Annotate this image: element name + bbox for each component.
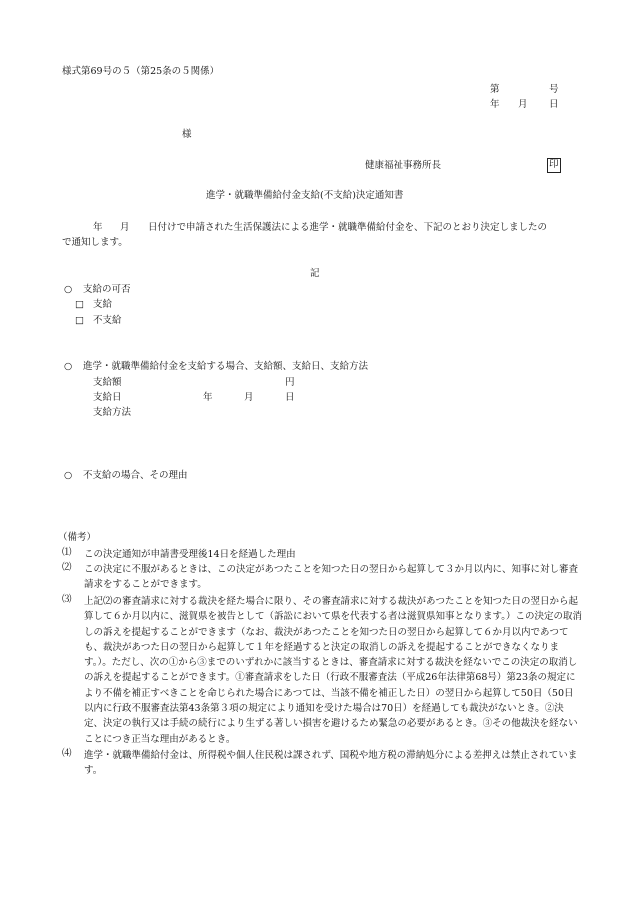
remarks-heading: （備考）: [58, 532, 97, 543]
option-nopay-label: 不支給: [93, 315, 122, 326]
issuer-office: 健康福祉事務所長: [365, 160, 442, 171]
intro-line-2: で通知します。: [62, 237, 128, 248]
document-title: 進学・就職準備給付金支給(不支給)決定通知書: [206, 190, 404, 201]
remark-item-2: [62, 562, 582, 593]
pay-date-day: 日: [285, 392, 295, 403]
amount-label: 支給額: [93, 377, 122, 388]
remark-text: この決定通知が申請書受理後14日を経過した理由: [84, 549, 296, 560]
intro-line-1: 日付けで申請された生活保護法による進学・就職準備給付金を、下記のとおり決定しましたの: [148, 222, 548, 233]
section-reason-bullet: ○: [64, 470, 73, 481]
remark-number: ⑶: [62, 594, 72, 605]
remark-number: ⑴: [62, 547, 72, 558]
seal-label: 印: [547, 158, 561, 173]
remark-number: ⑵: [62, 562, 72, 573]
remark-text: 上記⑵の審査請求に対する裁決を経た場合に限り、その審査請求に対する裁決があつたことを知つた日の翌日から起算して６か月以内に、滋賀県を被告として（訴訟において県を代表する者は滋賀県知事となります。）この決定の取消しの訴えを提起することができます（なお、裁決があつたことを知つた日の翌日から起算して６か月以内であつても、裁決があつた日の翌日から起算して１年を経過すると決定の取消しの訴えを提起することができなくなります。）。ただし、次の①から③までのいずれかに該当するときは、審査請求に対する裁決を経ないでこの決定の取消しの訴えを提起することができます。①審査請求をした日（行政不服審査法（平成26年法律第68号）第23条の規定により不備を補正すべきことを命じられた場合にあつては、当該不備を補正した日）の翌日から起算して50日（50日以内に行政不服審査法第43条第３項の規定により通知を受けた場合は70日）を経過しても裁決がないとき。②決定、決定の執行又は手続の続行により生ずる著しい損害を避けるため緊急の必要があるとき。③その他裁決を経ないことにつき正当な理由があるとき。: [84, 596, 582, 745]
option-nopay-checkbox: □: [75, 315, 84, 326]
remark-item-1: [62, 547, 582, 562]
option-pay-label: 支給: [93, 299, 113, 310]
section-decision-heading: 支給の可否: [83, 284, 131, 295]
date-label: 支給日: [93, 392, 122, 403]
option-pay-checkbox: □: [75, 299, 84, 310]
pay-date-month: 月: [244, 392, 254, 403]
seal-mark: [547, 158, 561, 173]
pay-date-year: 年: [203, 392, 213, 403]
remark-text: この決定に不服があるときは、この決定があつたことを知つた日の翌日から起算して３か月以内に、知事に対し審査請求をすることができます。: [84, 564, 579, 591]
intro-year: 年: [93, 222, 103, 233]
section-payment-heading: 進学・就職準備給付金を支給する場合、支給額、支給日、支給方法: [83, 361, 369, 372]
remark-text: 進学・就職準備給付金は、所得税や個人住民税は課されず、国税や地方税の滞納処分による差押えは禁止されています。: [84, 750, 578, 777]
ki-heading: 記: [310, 268, 320, 279]
section-payment-bullet: ○: [64, 361, 73, 372]
section-reason-heading: 不支給の場合、その理由: [83, 470, 188, 481]
remark-item-4: [62, 748, 582, 779]
date-month-label: 月: [518, 99, 528, 110]
remark-item-3: [62, 594, 582, 747]
section-decision-bullet: ○: [64, 284, 73, 295]
date-year-label: 年: [490, 99, 500, 110]
intro-month: 月: [120, 222, 130, 233]
amount-unit: 円: [285, 377, 295, 388]
form-number-label: 様式第69号の５（第25条の５関係）: [62, 66, 220, 77]
number-suffix: 号: [549, 84, 559, 95]
method-label: 支給方法: [93, 407, 132, 418]
date-day-label: 日: [549, 99, 559, 110]
addressee-honorific: 様: [182, 129, 192, 140]
remark-number: ⑷: [62, 748, 72, 759]
number-prefix: 第: [490, 84, 500, 95]
